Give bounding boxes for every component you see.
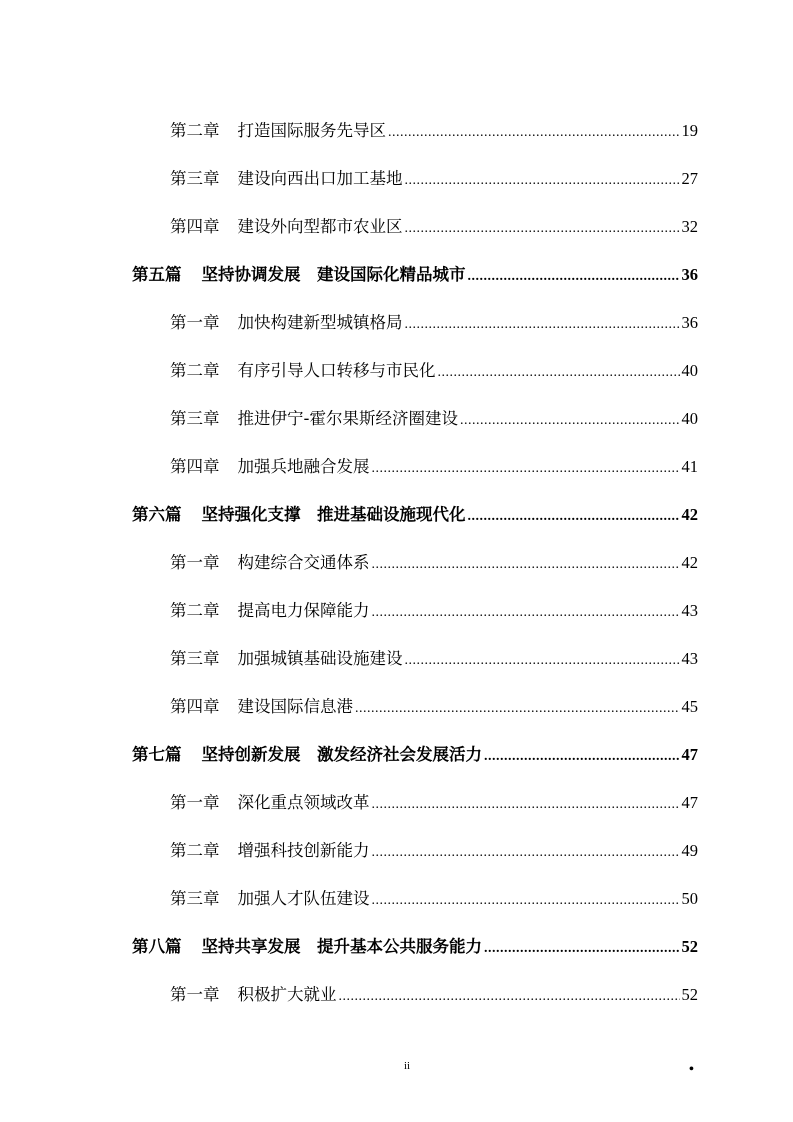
toc-entry-number: 第三章 bbox=[170, 169, 220, 188]
dot-leader bbox=[484, 733, 680, 781]
dot-leader bbox=[468, 253, 680, 301]
toc-entry-title: 构建综合交通体系 bbox=[237, 553, 370, 572]
dot-leader bbox=[438, 349, 680, 397]
toc-entry-title: 有序引导人口转移与市民化 bbox=[237, 361, 436, 380]
dot-leader bbox=[372, 877, 680, 925]
table-of-contents bbox=[0, 107, 793, 1019]
toc-entry-number: 第一章 bbox=[170, 793, 220, 812]
toc-part-entry[interactable] bbox=[0, 251, 793, 299]
dot-leader bbox=[460, 397, 680, 445]
toc-entry-title: 加强兵地融合发展 bbox=[237, 457, 370, 476]
toc-entry-page: 41 bbox=[681, 457, 698, 476]
toc-entry-page: 43 bbox=[681, 601, 698, 620]
toc-entry-page: 19 bbox=[681, 121, 698, 140]
dot-leader bbox=[405, 637, 680, 685]
toc-entry-title: 建设外向型都市农业区 bbox=[237, 217, 403, 236]
toc-entry[interactable] bbox=[0, 779, 793, 827]
page-number: ii bbox=[404, 1060, 411, 1072]
toc-entry-page: 47 bbox=[681, 793, 698, 812]
toc-entry-number: 第六篇 bbox=[132, 505, 182, 524]
toc-entry-page: 45 bbox=[681, 697, 698, 716]
toc-entry-page: 40 bbox=[681, 409, 698, 428]
dot-leader bbox=[405, 157, 680, 205]
toc-entry-number: 第一章 bbox=[170, 313, 220, 332]
toc-entry-title: 打造国际服务先导区 bbox=[237, 121, 386, 140]
dot-leader bbox=[372, 589, 680, 637]
toc-entry-number: 第四章 bbox=[170, 457, 220, 476]
dot-leader bbox=[355, 685, 680, 733]
dot-leader bbox=[372, 541, 680, 589]
toc-entry-page: 36 bbox=[681, 313, 698, 332]
toc-entry[interactable] bbox=[0, 155, 793, 203]
toc-entry-number: 第五篇 bbox=[132, 265, 182, 284]
toc-entry[interactable] bbox=[0, 107, 793, 155]
toc-entry-title: 深化重点领域改革 bbox=[237, 793, 370, 812]
dot-leader bbox=[372, 829, 680, 877]
toc-entry[interactable] bbox=[0, 875, 793, 923]
toc-part-entry[interactable] bbox=[0, 923, 793, 971]
toc-entry-title: 建设国际信息港 bbox=[237, 697, 353, 716]
toc-entry-number: 第三章 bbox=[170, 889, 220, 908]
toc-entry-number: 第四章 bbox=[170, 217, 220, 236]
toc-entry-title: 加快构建新型城镇格局 bbox=[237, 313, 403, 332]
toc-entry-number: 第八篇 bbox=[132, 937, 182, 956]
toc-entry-number: 第一章 bbox=[170, 985, 220, 1004]
toc-entry-number: 第三章 bbox=[170, 409, 220, 428]
dot-leader bbox=[468, 493, 680, 541]
toc-entry-page: 43 bbox=[681, 649, 698, 668]
toc-entry-title: 加强城镇基础设施建设 bbox=[237, 649, 403, 668]
toc-entry-title: 坚持共享发展 提升基本公共服务能力 bbox=[201, 937, 482, 956]
toc-entry-title: 建设向西出口加工基地 bbox=[237, 169, 403, 188]
toc-entry-number: 第三章 bbox=[170, 649, 220, 668]
dot-leader bbox=[372, 445, 680, 493]
dot-leader bbox=[405, 301, 680, 349]
toc-entry-page: 32 bbox=[681, 217, 698, 236]
toc-entry-page: 47 bbox=[681, 745, 698, 764]
toc-entry-page: 49 bbox=[681, 841, 698, 860]
toc-entry-title: 坚持协调发展 建设国际化精品城市 bbox=[201, 265, 466, 284]
toc-entry-title: 加强人才队伍建设 bbox=[237, 889, 370, 908]
toc-entry-number: 第四章 bbox=[170, 697, 220, 716]
toc-entry-page: 36 bbox=[681, 265, 698, 284]
dot-leader bbox=[405, 205, 680, 253]
toc-entry-page: 52 bbox=[681, 985, 698, 1004]
toc-part-entry[interactable] bbox=[0, 491, 793, 539]
toc-entry[interactable] bbox=[0, 203, 793, 251]
dot-leader bbox=[372, 781, 680, 829]
toc-entry-title: 坚持强化支撑 推进基础设施现代化 bbox=[201, 505, 466, 524]
toc-entry-page: 27 bbox=[681, 169, 698, 188]
toc-entry-title: 坚持创新发展 激发经济社会发展活力 bbox=[201, 745, 482, 764]
toc-entry[interactable] bbox=[0, 827, 793, 875]
toc-entry-page: 52 bbox=[681, 937, 698, 956]
toc-entry[interactable] bbox=[0, 539, 793, 587]
toc-entry[interactable] bbox=[0, 587, 793, 635]
toc-entry-title: 提高电力保障能力 bbox=[237, 601, 370, 620]
toc-entry-number: 第二章 bbox=[170, 361, 220, 380]
toc-entry-page: 42 bbox=[681, 505, 698, 524]
dot-leader bbox=[388, 109, 680, 157]
dot-leader bbox=[339, 973, 680, 1021]
toc-entry-number: 第二章 bbox=[170, 121, 220, 140]
toc-part-entry[interactable] bbox=[0, 731, 793, 779]
toc-entry-page: 40 bbox=[681, 361, 698, 380]
toc-entry[interactable] bbox=[0, 683, 793, 731]
dot-leader bbox=[484, 925, 680, 973]
toc-entry[interactable] bbox=[0, 395, 793, 443]
toc-entry[interactable] bbox=[0, 971, 793, 1019]
toc-entry[interactable] bbox=[0, 443, 793, 491]
footer-mark: • bbox=[689, 1062, 694, 1077]
toc-entry[interactable] bbox=[0, 299, 793, 347]
toc-entry-page: 50 bbox=[681, 889, 698, 908]
toc-entry-page: 42 bbox=[681, 553, 698, 572]
toc-entry[interactable] bbox=[0, 635, 793, 683]
toc-entry[interactable] bbox=[0, 347, 793, 395]
toc-entry-title: 增强科技创新能力 bbox=[237, 841, 370, 860]
toc-entry-title: 推进伊宁-霍尔果斯经济圈建设 bbox=[237, 409, 458, 428]
toc-entry-number: 第二章 bbox=[170, 841, 220, 860]
toc-entry-number: 第二章 bbox=[170, 601, 220, 620]
toc-entry-title: 积极扩大就业 bbox=[237, 985, 337, 1004]
toc-entry-number: 第七篇 bbox=[132, 745, 182, 764]
toc-entry-number: 第一章 bbox=[170, 553, 220, 572]
page-footer bbox=[0, 1060, 793, 1080]
